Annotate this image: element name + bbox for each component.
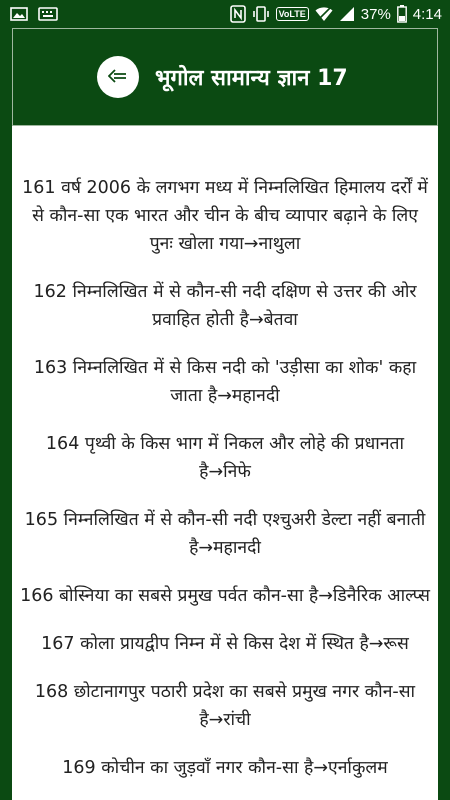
- list-item: [12, 506, 438, 562]
- arrow-icon: →: [368, 634, 384, 654]
- vibrate-icon: [252, 5, 270, 23]
- answer-text: निफे: [223, 462, 251, 482]
- question-text: 165 निम्नलिखित में से कौन-सी नदी एश्चुअरी डेल्टा नहीं बनाती है: [24, 510, 426, 558]
- wifi-icon: [315, 6, 333, 22]
- answer-text: रूस: [383, 634, 409, 654]
- volte-badge: VoLTE: [276, 7, 309, 21]
- answer-text: महानदी: [213, 538, 261, 558]
- question-text: 169 कोचीन का जुड़वाँ नगर कौन-सा है: [62, 758, 314, 778]
- list-item: [12, 582, 438, 610]
- question-text: 161 वर्ष 2006 के लगभग मध्य में निम्नलिखित हिमालय दर्रों में से कौन-सा एक भारत और चीन के बीच व्यापार बढ़ाने के लिए पुनः खोला गया: [22, 178, 428, 254]
- question-text: 167 कोला प्रायद्वीप निम्न में से किस देश में स्थित है: [41, 634, 369, 654]
- arrow-icon: →: [313, 758, 329, 778]
- arrow-icon: →: [318, 586, 333, 606]
- question-text: 168 छोटानागपुर पठारी प्रदेश का सबसे प्रमुख नगर कौन-सा है: [34, 682, 416, 730]
- content-list[interactable]: [12, 126, 438, 800]
- arrow-icon: →: [208, 710, 224, 730]
- image-notification-icon: [10, 6, 28, 22]
- question-text: 166 बोस्निया का सबसे प्रमुख पर्वत कौन-सा है: [20, 586, 319, 606]
- question-text: 164 पृथ्वी के किस भाग में निकल और लोहे की प्रधानता है: [45, 434, 405, 482]
- list-item: [12, 430, 438, 486]
- answer-text: नाथुला: [258, 234, 301, 254]
- answer-text: एर्नाकुलम: [328, 758, 388, 778]
- clock: 4:14: [412, 5, 442, 23]
- back-button[interactable]: [97, 56, 139, 98]
- arrow-left-icon: [108, 68, 128, 87]
- list-item: [12, 754, 438, 782]
- question-text: 163 निम्नलिखित में से किस नदी को 'उड़ीसा का शोक' कहा जाता है: [33, 358, 417, 406]
- page-title: भूगोल सामान्य ज्ञान 17: [155, 66, 348, 91]
- arrow-icon: →: [208, 462, 224, 482]
- signal-icon: [339, 6, 355, 22]
- status-bar: [0, 0, 450, 28]
- keyboard-notification-icon: [38, 6, 58, 22]
- list-item: [12, 630, 438, 658]
- nfc-icon: [230, 5, 246, 23]
- app-bar: [12, 28, 438, 126]
- arrow-icon: →: [243, 234, 259, 254]
- answer-text: बेतवा: [263, 310, 298, 330]
- arrow-icon: →: [217, 386, 232, 406]
- list-item: [12, 678, 438, 734]
- list-item: [12, 278, 438, 334]
- arrow-icon: →: [248, 310, 264, 330]
- arrow-icon: →: [198, 538, 214, 558]
- battery-icon: [397, 5, 407, 23]
- list-item: [12, 174, 438, 258]
- battery-percent: 37%: [360, 5, 391, 23]
- list-item: [12, 354, 438, 410]
- answer-text: डिनैरिक आल्प्स: [332, 586, 430, 606]
- answer-text: रांची: [223, 710, 251, 730]
- answer-text: महानदी: [231, 386, 280, 406]
- question-text: 162 निम्नलिखित में से कौन-सी नदी दक्षिण से उत्तर की ओर प्रवाहित होती है: [33, 282, 417, 330]
